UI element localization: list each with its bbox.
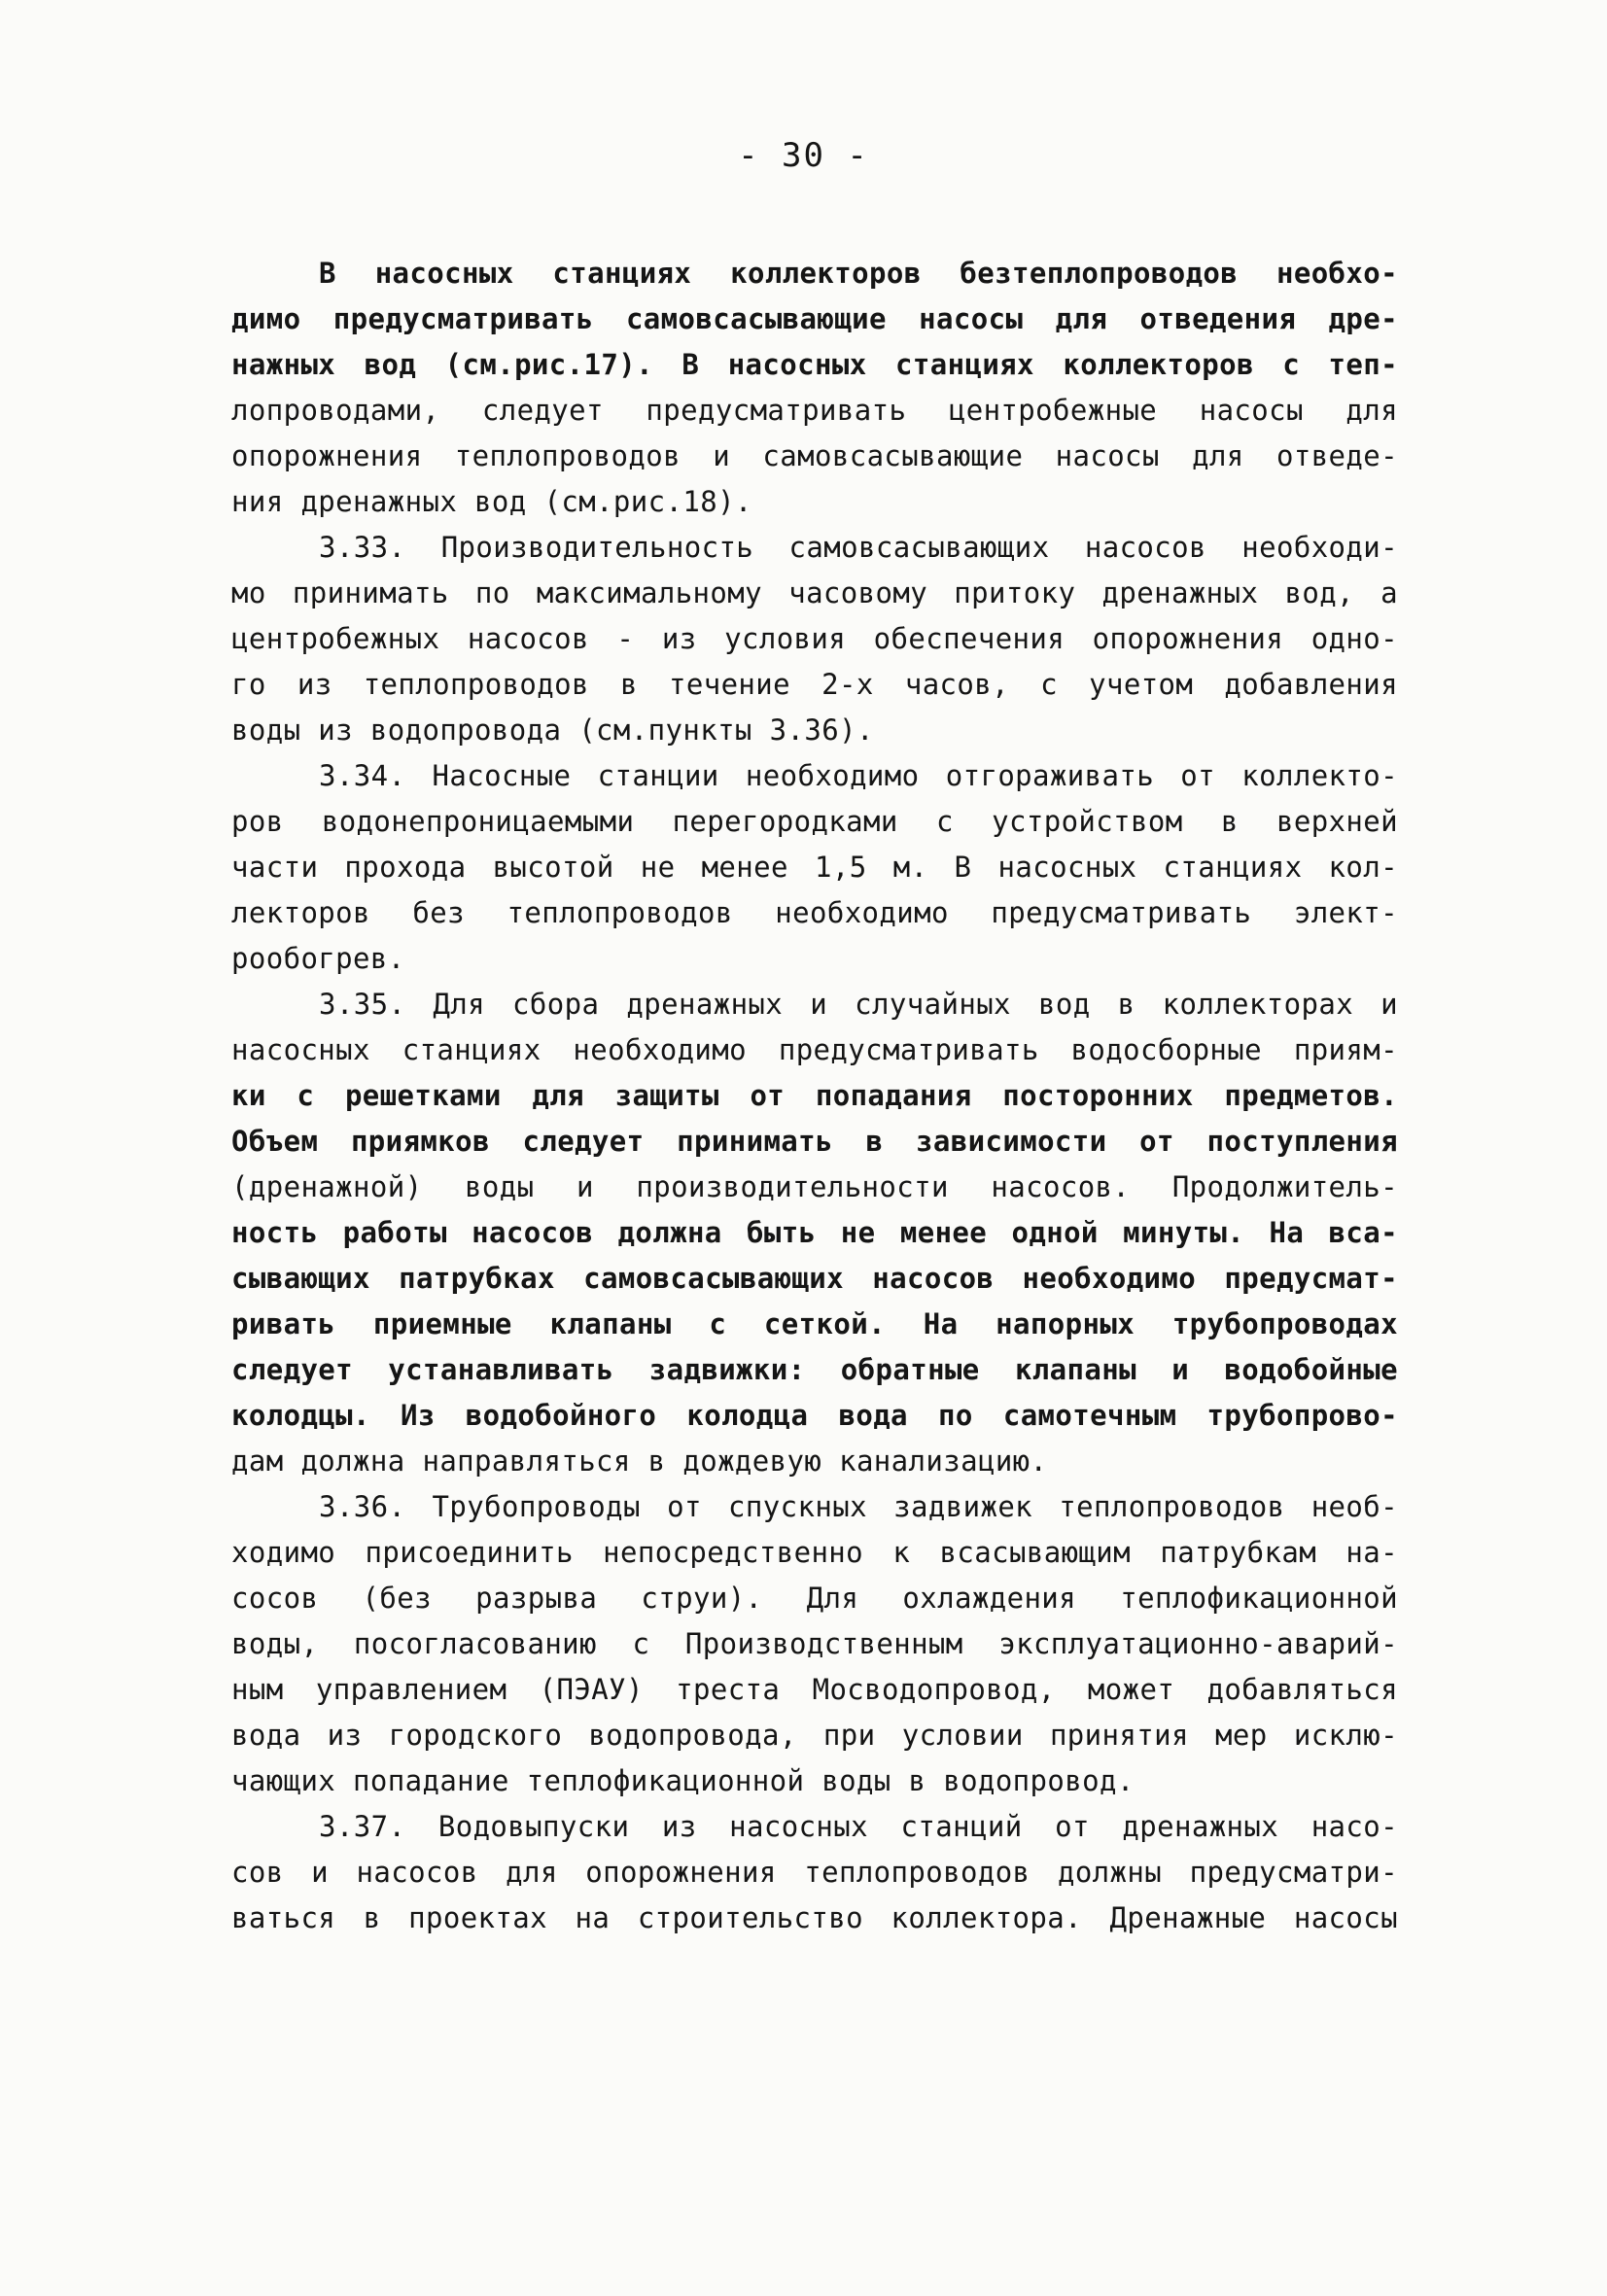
- text-line: ривать приемные клапаны с сеткой. На напорных трубопроводах: [231, 1307, 1398, 1340]
- text-line: (дренажной) воды и производительности насосов. Продолжитель-: [231, 1170, 1398, 1203]
- text-line: ходимо присоединить непосредственно к всасывающим патрубкам на-: [231, 1536, 1398, 1569]
- text-line: части прохода высотой не менее 1,5 м. В насосных станциях кол-: [231, 851, 1398, 884]
- text-line: лекторов без теплопроводов необходимо предусматривать элект-: [231, 896, 1398, 929]
- text-line: чающих попадание теплофикационной воды в водопровод.: [231, 1764, 1135, 1797]
- text-line: колодцы. Из водобойного колодца вода по самотечным трубопрово-: [231, 1399, 1398, 1432]
- text-line: В насосных станциях коллекторов безтеплопроводов необхо-: [319, 257, 1398, 290]
- text-line: воды, посогласованию с Производственным эксплуатационно-аварий-: [231, 1627, 1398, 1660]
- text-line: димо предусматривать самовсасывающие насосы для отведения дре-: [231, 302, 1398, 335]
- text-line: 3.37. Водовыпуски из насосных станций от дренажных насо-: [319, 1810, 1398, 1843]
- text-line: воды из водопровода (см.пункты 3.36).: [231, 713, 874, 747]
- text-line: дам должна направляться в дождевую канализацию.: [231, 1444, 1048, 1478]
- text-line: ваться в проектах на строительство коллектора. Дренажные насосы: [231, 1901, 1398, 1934]
- text-line: 3.35. Для сбора дренажных и случайных вод в коллекторах и: [319, 988, 1398, 1021]
- text-line: следует устанавливать задвижки: обратные клапаны и водобойные: [231, 1353, 1398, 1386]
- text-line: опорожнения теплопроводов и самовсасывающие насосы для отведе-: [231, 439, 1398, 472]
- text-line: ния дренажных вод (см.рис.18).: [231, 485, 752, 518]
- text-line: нажных вод (см.рис.17). В насосных станциях коллекторов с теп-: [231, 348, 1398, 381]
- text-line: го из теплопроводов в течение 2-х часов, с учетом добавления: [231, 668, 1398, 701]
- text-line: вода из городского водопровода, при условии принятия мер исклю-: [231, 1719, 1398, 1752]
- text-line: мо принимать по максимальному часовому притоку дренажных вод, а: [231, 576, 1398, 609]
- text-line: сывающих патрубках самовсасывающих насосов необходимо предусмат-: [231, 1262, 1398, 1295]
- text-line: ров водонепроницаемыми перегородками с устройством в верхней: [231, 805, 1398, 838]
- text-line: ки с решетками для защиты от попадания посторонних предметов.: [231, 1079, 1398, 1112]
- page-number: - 30 -: [738, 136, 869, 175]
- text-line: насосных станциях необходимо предусматривать водосборные приям-: [231, 1033, 1398, 1066]
- text-line: Объем приямков следует принимать в зависимости от поступления: [231, 1125, 1398, 1158]
- text-line: центробежных насосов - из условия обеспечения опорожнения одно-: [231, 622, 1398, 655]
- body-text: [231, 251, 1398, 1941]
- text-line: лопроводами, следует предусматривать центробежные насосы для: [231, 394, 1398, 427]
- text-line: 3.34. Насосные станции необходимо отгораживать от коллекто-: [319, 759, 1398, 792]
- text-line: ность работы насосов должна быть не менее одной минуты. На вса-: [231, 1216, 1398, 1249]
- text-line: 3.33. Производительность самовсасывающих насосов необходи-: [319, 531, 1398, 564]
- text-line: сосов (без разрыва струи). Для охлаждения теплофикационной: [231, 1582, 1398, 1615]
- text-line: ным управлением (ПЭАУ) треста Мосводопровод, может добавляться: [231, 1673, 1398, 1706]
- text-line: рообогрев.: [231, 942, 405, 975]
- text-line: сов и насосов для опорожнения теплопроводов должны предусматри-: [231, 1856, 1398, 1889]
- text-line: 3.36. Трубопроводы от спускных задвижек теплопроводов необ-: [319, 1490, 1398, 1523]
